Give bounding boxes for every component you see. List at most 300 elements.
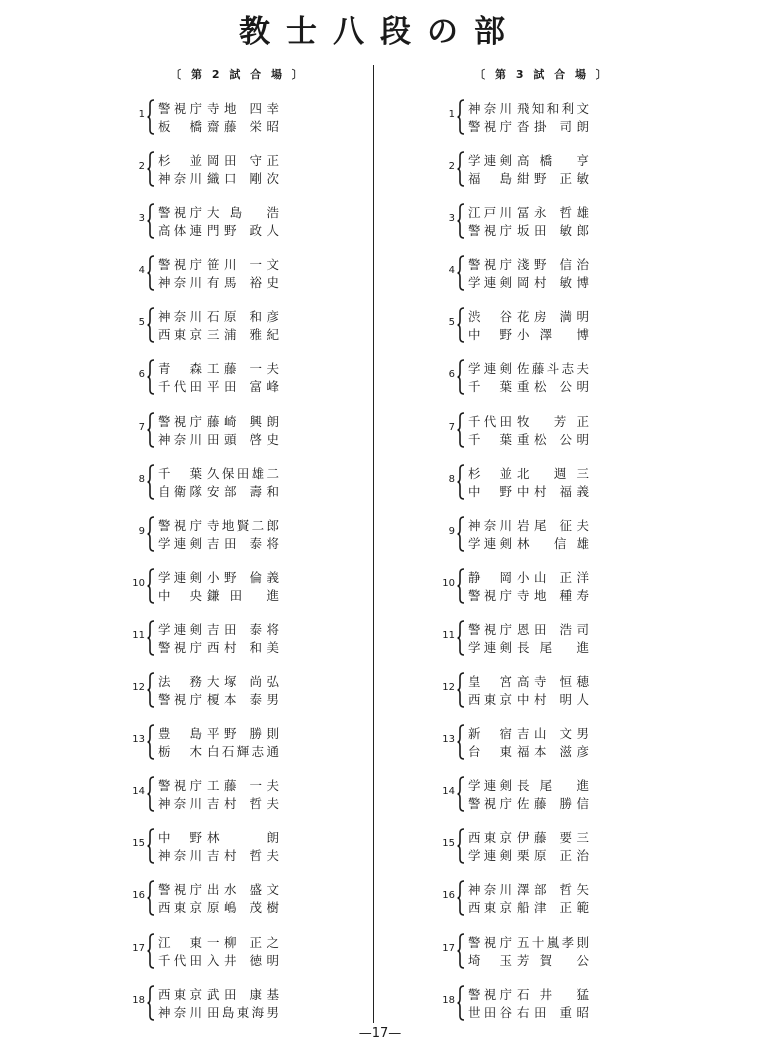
competitor-name: 伊藤 要三 bbox=[517, 830, 589, 846]
bracket-brace-icon bbox=[457, 724, 465, 760]
competitor-name: 佐藤 勝信 bbox=[517, 796, 589, 812]
competitor-top bbox=[468, 986, 589, 1003]
match-row bbox=[438, 776, 638, 828]
bracket-brace-icon bbox=[457, 359, 465, 395]
competitor-name: 沓掛 司朗 bbox=[517, 119, 589, 134]
match-number: 16 bbox=[132, 890, 145, 902]
match-number: 4 bbox=[138, 265, 145, 277]
competitor-top bbox=[468, 308, 589, 325]
bracket-brace-icon bbox=[457, 255, 465, 291]
match-row bbox=[128, 933, 328, 985]
competitor-top bbox=[158, 360, 279, 377]
competitor-bottom bbox=[468, 899, 589, 916]
match-row bbox=[128, 828, 328, 880]
competitor-top bbox=[158, 934, 279, 951]
competitor-top bbox=[158, 725, 279, 742]
team-name: 学連剣 bbox=[468, 361, 512, 377]
match-row bbox=[128, 99, 328, 151]
team-name: 高体連 bbox=[158, 223, 202, 239]
match-row bbox=[128, 568, 328, 620]
competitor-name: 佐藤斗志夫 bbox=[517, 361, 589, 377]
match-row bbox=[438, 828, 638, 880]
match-row bbox=[438, 412, 638, 464]
team-name: 渋 谷 bbox=[468, 309, 512, 325]
team-name: 神奈川 bbox=[158, 275, 202, 291]
match-row bbox=[128, 464, 328, 516]
competitor-name: 船津 正範 bbox=[517, 900, 589, 916]
competitor-top bbox=[158, 777, 279, 794]
competitor-bottom bbox=[158, 535, 279, 552]
competitor-bottom bbox=[158, 431, 279, 448]
competitor-name: 田島東海男 bbox=[207, 1004, 279, 1020]
competitor-bottom bbox=[158, 795, 279, 812]
team-name: 神奈川 bbox=[158, 796, 202, 812]
competitor-top bbox=[468, 621, 589, 638]
competitor-bottom bbox=[468, 691, 589, 708]
competitor-name: 藤崎 興朗 bbox=[207, 413, 279, 429]
team-name: 警視庁 bbox=[158, 205, 202, 221]
competitor-name: 重松 公明 bbox=[517, 379, 589, 395]
competitor-top bbox=[158, 881, 279, 898]
team-name: 神奈川 bbox=[158, 171, 202, 187]
team-name: 警視庁 bbox=[468, 796, 512, 812]
bracket-brace-icon bbox=[147, 672, 155, 708]
bracket-brace-icon bbox=[147, 255, 155, 291]
competitor-top bbox=[468, 829, 589, 846]
competitor-top bbox=[468, 204, 589, 221]
competitor-name: 紺野 正敏 bbox=[517, 171, 589, 187]
competitor-top bbox=[468, 100, 589, 117]
match-row bbox=[438, 464, 638, 516]
match-row bbox=[438, 359, 638, 411]
match-row bbox=[128, 203, 328, 255]
competitor-bottom bbox=[158, 1004, 279, 1021]
match-row bbox=[438, 516, 638, 568]
competitor-name: 入井 徳明 bbox=[207, 952, 279, 968]
bracket-brace-icon bbox=[457, 203, 465, 239]
match-row bbox=[128, 359, 328, 411]
competitor-name: 高橋 亨 bbox=[517, 153, 589, 169]
match-number: 7 bbox=[138, 421, 145, 433]
team-name: 台 東 bbox=[468, 744, 512, 760]
bracket-brace-icon bbox=[147, 776, 155, 812]
competitor-name: 工藤 一夫 bbox=[207, 361, 279, 377]
court-3-header: 〔 第 3 試 合 場 〕 bbox=[474, 68, 610, 81]
bracket-brace-icon bbox=[457, 151, 465, 187]
team-name: 自衛隊 bbox=[158, 483, 202, 499]
match-row bbox=[128, 620, 328, 672]
competitor-top bbox=[468, 725, 589, 742]
match-number: 3 bbox=[448, 213, 455, 225]
team-name: 江戸川 bbox=[468, 205, 512, 221]
page-title: 教士八段の部 bbox=[239, 14, 521, 50]
competitor-name: 飛知和利文 bbox=[517, 101, 589, 116]
team-name: 警視庁 bbox=[468, 257, 512, 273]
bracket-brace-icon bbox=[457, 568, 465, 604]
competitor-bottom bbox=[468, 483, 589, 500]
match-number: 1 bbox=[448, 109, 455, 120]
match-number: 11 bbox=[132, 629, 145, 641]
competitor-bottom bbox=[468, 639, 589, 656]
match-row bbox=[438, 151, 638, 203]
bracket-brace-icon bbox=[147, 724, 155, 760]
competitor-name: 西村 和美 bbox=[207, 639, 279, 655]
match-row bbox=[438, 307, 638, 359]
competitor-name: 鎌田 進 bbox=[207, 587, 279, 603]
match-row bbox=[128, 412, 328, 464]
competitor-bottom bbox=[468, 952, 589, 969]
team-name: 静 岡 bbox=[468, 569, 512, 585]
team-name: 新 宿 bbox=[468, 726, 512, 742]
competitor-bottom bbox=[158, 118, 279, 135]
competitor-bottom bbox=[468, 535, 589, 552]
competitor-name: 平田 富峰 bbox=[207, 379, 279, 395]
bracket-brace-icon bbox=[457, 828, 465, 864]
match-row bbox=[128, 151, 328, 203]
competitor-name: 吉田 泰将 bbox=[207, 621, 279, 637]
bracket-brace-icon bbox=[457, 307, 465, 343]
bracket-brace-icon bbox=[457, 776, 465, 812]
bracket-brace-icon bbox=[147, 151, 155, 187]
bracket-brace-icon bbox=[147, 620, 155, 656]
match-number: 6 bbox=[448, 369, 455, 381]
competitor-name: 小野 倫義 bbox=[207, 569, 279, 585]
competitor-name: 大塚 尚弘 bbox=[207, 674, 279, 690]
team-name: 中 央 bbox=[158, 587, 202, 603]
bracket-brace-icon bbox=[147, 99, 155, 135]
competitor-name: 中村 福義 bbox=[517, 483, 589, 499]
competitor-top bbox=[468, 934, 589, 951]
competitor-name: 岡村 敏博 bbox=[517, 275, 589, 291]
team-name: 西東京 bbox=[468, 900, 512, 916]
competitor-name: 小山 正洋 bbox=[517, 569, 589, 585]
competitor-name: 寺地 四幸 bbox=[207, 101, 279, 116]
competitor-top bbox=[158, 152, 279, 169]
competitor-name: 五十嵐孝則 bbox=[517, 934, 589, 950]
match-number: 14 bbox=[442, 786, 455, 798]
match-number: 10 bbox=[442, 577, 455, 589]
bracket-brace-icon bbox=[147, 203, 155, 239]
match-number: 11 bbox=[442, 629, 455, 641]
match-number: 5 bbox=[448, 317, 455, 329]
match-row bbox=[438, 255, 638, 307]
team-name: 警視庁 bbox=[468, 621, 512, 637]
team-name: 学連剣 bbox=[468, 535, 512, 551]
match-row bbox=[128, 307, 328, 359]
team-name: 西東京 bbox=[468, 830, 512, 846]
match-number: 12 bbox=[132, 682, 145, 694]
competitor-top bbox=[468, 360, 589, 377]
bracket-brace-icon bbox=[457, 412, 465, 448]
team-name: 栃 木 bbox=[158, 744, 202, 760]
team-name: 中 野 bbox=[158, 830, 202, 846]
competitor-name: 坂田 敏郎 bbox=[517, 223, 589, 239]
competitor-top bbox=[158, 100, 279, 117]
team-name: 中 野 bbox=[468, 483, 512, 499]
match-row bbox=[128, 672, 328, 724]
match-number: 2 bbox=[138, 161, 145, 173]
competitor-name: 三浦 雅紀 bbox=[207, 327, 279, 343]
competitor-bottom bbox=[468, 847, 589, 864]
match-number: 13 bbox=[132, 734, 145, 746]
competitor-top bbox=[158, 204, 279, 221]
match-row bbox=[128, 724, 328, 776]
match-number: 9 bbox=[138, 525, 145, 537]
page-number: —17— bbox=[358, 1026, 402, 1041]
team-name: 千 葉 bbox=[158, 465, 202, 481]
competitor-name: 出水 盛文 bbox=[207, 882, 279, 898]
competitor-bottom bbox=[158, 483, 279, 500]
match-number: 14 bbox=[132, 786, 145, 798]
team-name: 千 葉 bbox=[468, 431, 512, 447]
competitor-bottom bbox=[468, 274, 589, 291]
team-name: 皇 宮 bbox=[468, 674, 512, 690]
team-name: 神奈川 bbox=[158, 848, 202, 864]
competitor-name: 澤部 哲矢 bbox=[517, 882, 589, 898]
competitor-name: 平野 勝則 bbox=[207, 726, 279, 742]
bracket-brace-icon bbox=[147, 933, 155, 969]
team-name: 青 森 bbox=[158, 361, 202, 377]
bracket-brace-icon bbox=[457, 516, 465, 552]
bracket-brace-icon bbox=[457, 933, 465, 969]
match-row bbox=[438, 99, 638, 151]
bracket-brace-icon bbox=[147, 828, 155, 864]
match-number: 10 bbox=[132, 577, 145, 589]
bracket-brace-icon bbox=[147, 464, 155, 500]
competitor-name: 芳賀 公 bbox=[517, 952, 589, 968]
team-name: 中 野 bbox=[468, 327, 512, 343]
match-number: 3 bbox=[138, 213, 145, 225]
competitor-top bbox=[468, 777, 589, 794]
competitor-bottom bbox=[468, 795, 589, 812]
competitor-bottom bbox=[158, 274, 279, 291]
court-2-header: 〔 第 2 試 合 場 〕 bbox=[170, 68, 306, 81]
competitor-bottom bbox=[468, 222, 589, 239]
competitor-bottom bbox=[468, 326, 589, 343]
court-2-bracket bbox=[128, 99, 328, 1037]
match-number: 17 bbox=[132, 942, 145, 954]
competitor-top bbox=[468, 413, 589, 430]
competitor-name: 右田 重昭 bbox=[517, 1004, 589, 1020]
bracket-brace-icon bbox=[457, 985, 465, 1021]
competitor-top bbox=[158, 569, 279, 586]
match-row bbox=[438, 724, 638, 776]
competitor-bottom bbox=[158, 691, 279, 708]
match-row bbox=[128, 880, 328, 932]
competitor-bottom bbox=[158, 639, 279, 656]
competitor-name: 一柳 正之 bbox=[207, 934, 279, 950]
competitor-bottom bbox=[158, 899, 279, 916]
competitor-bottom bbox=[158, 170, 279, 187]
team-name: 豊 島 bbox=[158, 726, 202, 742]
competitor-name: 吉村 哲夫 bbox=[207, 796, 279, 812]
bracket-brace-icon bbox=[147, 359, 155, 395]
competitor-name: 石井 猛 bbox=[517, 986, 589, 1002]
team-name: 警視庁 bbox=[468, 934, 512, 950]
match-number: 12 bbox=[442, 682, 455, 694]
competitor-name: 花房 満明 bbox=[517, 309, 589, 325]
team-name: 学連剣 bbox=[468, 639, 512, 655]
bracket-brace-icon bbox=[457, 99, 465, 135]
competitor-name: 吉田 泰将 bbox=[207, 535, 279, 551]
competitor-bottom bbox=[468, 1004, 589, 1021]
competitor-name: 齋藤 栄昭 bbox=[207, 119, 279, 134]
match-number: 2 bbox=[448, 161, 455, 173]
competitor-name: 重松 公明 bbox=[517, 431, 589, 447]
competitor-name: 長尾 進 bbox=[517, 778, 589, 794]
competitor-top bbox=[158, 621, 279, 638]
team-name: 千 葉 bbox=[468, 379, 512, 395]
team-name: 学連剣 bbox=[158, 569, 202, 585]
competitor-bottom bbox=[158, 326, 279, 343]
competitor-name: 田頭 啓史 bbox=[207, 431, 279, 447]
competitor-top bbox=[468, 881, 589, 898]
match-row bbox=[128, 255, 328, 307]
team-name: 西東京 bbox=[158, 327, 202, 343]
team-name: 警視庁 bbox=[158, 257, 202, 273]
competitor-name: 有馬 裕史 bbox=[207, 275, 279, 291]
competitor-bottom bbox=[158, 952, 279, 969]
competitor-top bbox=[468, 569, 589, 586]
bracket-brace-icon bbox=[147, 568, 155, 604]
team-name: 西東京 bbox=[158, 986, 202, 1002]
bracket-brace-icon bbox=[457, 672, 465, 708]
competitor-bottom bbox=[468, 431, 589, 448]
competitor-name: 武田 康基 bbox=[207, 986, 279, 1002]
team-name: 神奈川 bbox=[468, 882, 512, 898]
competitor-name: 冨永 哲雄 bbox=[517, 205, 589, 221]
match-number: 5 bbox=[138, 317, 145, 329]
competitor-name: 恩田 浩司 bbox=[517, 621, 589, 637]
competitor-top bbox=[158, 308, 279, 325]
competitor-top bbox=[158, 673, 279, 690]
team-name: 警視庁 bbox=[158, 413, 202, 429]
bracket-brace-icon bbox=[147, 516, 155, 552]
competitor-name: 寺地 種寿 bbox=[517, 587, 589, 603]
competitor-top bbox=[158, 986, 279, 1003]
competitor-name: 笹川 一文 bbox=[207, 257, 279, 273]
competitor-top bbox=[468, 517, 589, 534]
match-number: 15 bbox=[132, 838, 145, 850]
competitor-bottom bbox=[158, 587, 279, 604]
competitor-bottom bbox=[468, 743, 589, 760]
competitor-bottom bbox=[158, 222, 279, 239]
bracket-brace-icon bbox=[457, 620, 465, 656]
competitor-name: 織口 剛次 bbox=[207, 171, 279, 187]
competitor-bottom bbox=[468, 587, 589, 604]
team-name: 杉 並 bbox=[468, 465, 512, 481]
match-row bbox=[438, 933, 638, 985]
competitor-name: 原嶋 茂樹 bbox=[207, 900, 279, 916]
competitor-name: 中村 明人 bbox=[517, 692, 589, 708]
competitor-top bbox=[468, 152, 589, 169]
team-name: 神奈川 bbox=[158, 1004, 202, 1020]
match-row bbox=[128, 776, 328, 828]
competitor-name: 林 信雄 bbox=[517, 535, 589, 551]
competitor-name: 榎本 泰男 bbox=[207, 692, 279, 708]
match-number: 13 bbox=[442, 734, 455, 746]
team-name: 警視庁 bbox=[158, 692, 202, 708]
team-name: 福 島 bbox=[468, 171, 512, 187]
match-number: 16 bbox=[442, 890, 455, 902]
competitor-top bbox=[158, 465, 279, 482]
competitor-name: 門野 政人 bbox=[207, 223, 279, 239]
competitor-name: 福本 滋彦 bbox=[517, 744, 589, 760]
team-name: 警視庁 bbox=[468, 587, 512, 603]
competitor-name: 工藤 一夫 bbox=[207, 778, 279, 794]
competitor-name: 寺地賢二郎 bbox=[207, 517, 279, 533]
team-name: 学連剣 bbox=[468, 848, 512, 864]
competitor-name: 小澤 博 bbox=[517, 327, 589, 343]
team-name: 千代田 bbox=[158, 952, 202, 968]
team-name: 警視庁 bbox=[468, 223, 512, 239]
bracket-brace-icon bbox=[147, 880, 155, 916]
match-number: 1 bbox=[138, 109, 145, 120]
team-name: 警視庁 bbox=[468, 119, 512, 134]
team-name: 千代田 bbox=[158, 379, 202, 395]
competitor-name: 淺野 信治 bbox=[517, 257, 589, 273]
match-number: 7 bbox=[448, 421, 455, 433]
team-name: 学連剣 bbox=[158, 621, 202, 637]
team-name: 板 橋 bbox=[158, 119, 202, 134]
column-divider bbox=[373, 65, 374, 1023]
match-number: 15 bbox=[442, 838, 455, 850]
match-row bbox=[438, 203, 638, 255]
competitor-bottom bbox=[158, 378, 279, 395]
competitor-name: 岩尾 征夫 bbox=[517, 517, 589, 533]
team-name: 神奈川 bbox=[468, 101, 512, 116]
competitor-name: 大島 浩 bbox=[207, 205, 279, 221]
match-number: 17 bbox=[442, 942, 455, 954]
court-3-bracket bbox=[438, 99, 638, 1037]
competitor-top bbox=[158, 829, 279, 846]
team-name: 警視庁 bbox=[158, 101, 202, 116]
competitor-top bbox=[468, 465, 589, 482]
match-row bbox=[438, 880, 638, 932]
team-name: 学連剣 bbox=[468, 153, 512, 169]
competitor-name: 白石輝志通 bbox=[207, 744, 279, 760]
team-name: 西東京 bbox=[468, 692, 512, 708]
match-number: 6 bbox=[138, 369, 145, 381]
competitor-name: 林 朗 bbox=[207, 830, 279, 846]
match-number: 4 bbox=[448, 265, 455, 277]
match-number: 8 bbox=[138, 473, 145, 485]
competitor-name: 安部 壽和 bbox=[207, 483, 279, 499]
team-name: 神奈川 bbox=[158, 431, 202, 447]
competitor-bottom bbox=[468, 118, 589, 135]
bracket-brace-icon bbox=[147, 412, 155, 448]
team-name: 法 務 bbox=[158, 674, 202, 690]
competitor-name: 石原 和彦 bbox=[207, 309, 279, 325]
team-name: 警視庁 bbox=[158, 639, 202, 655]
team-name: 学連剣 bbox=[158, 535, 202, 551]
competitor-name: 北 週三 bbox=[517, 465, 589, 481]
match-number: 9 bbox=[448, 525, 455, 537]
team-name: 杉 並 bbox=[158, 153, 202, 169]
team-name: 千代田 bbox=[468, 413, 512, 429]
match-number: 18 bbox=[132, 994, 145, 1006]
competitor-top bbox=[158, 517, 279, 534]
competitor-bottom bbox=[158, 743, 279, 760]
competitor-name: 吉山 文男 bbox=[517, 726, 589, 742]
competitor-name: 久保田雄二 bbox=[207, 465, 279, 481]
team-name: 警視庁 bbox=[158, 882, 202, 898]
team-name: 学連剣 bbox=[468, 275, 512, 291]
competitor-name: 栗原 正治 bbox=[517, 848, 589, 864]
bracket-brace-icon bbox=[147, 307, 155, 343]
competitor-top bbox=[468, 673, 589, 690]
match-number: 18 bbox=[442, 994, 455, 1006]
